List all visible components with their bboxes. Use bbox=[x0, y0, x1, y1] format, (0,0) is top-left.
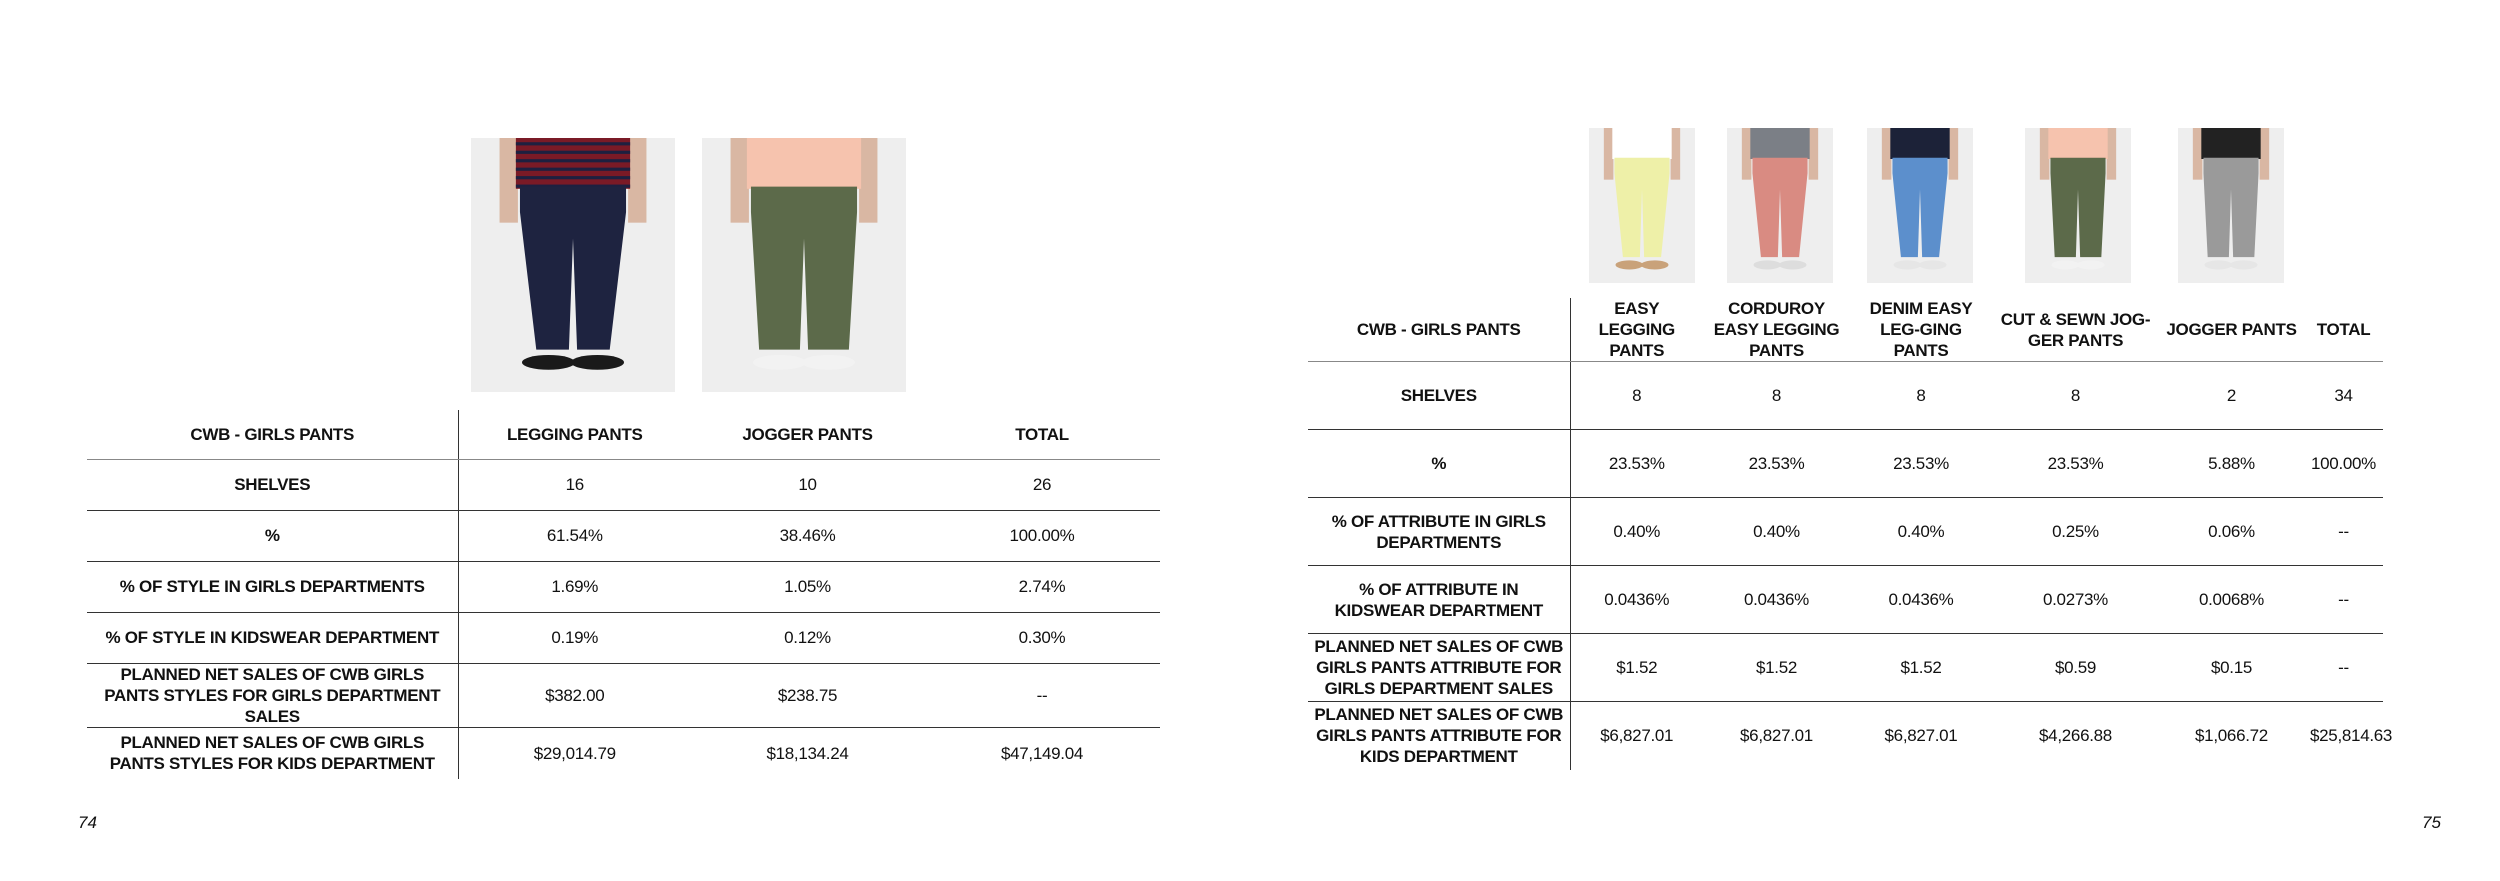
legging-pants-photo bbox=[471, 138, 675, 392]
table-cell: 16 bbox=[565, 475, 584, 494]
column-header: EASY LEGGING PANTS bbox=[1570, 298, 1703, 362]
table-cell: $18,134.24 bbox=[691, 727, 924, 779]
table-cell: 8 bbox=[1632, 386, 1642, 405]
row-label: % OF ATTRIBUTE IN GIRLS DEPARTMENTS bbox=[1308, 498, 1570, 566]
easy-legging-pants-photo bbox=[1589, 128, 1695, 283]
table-cell: $1.52 bbox=[1850, 634, 1992, 702]
table-cell: $1.52 bbox=[1703, 634, 1850, 702]
table-cell: 61.54% bbox=[458, 510, 691, 561]
table-cell: 0.25% bbox=[1992, 498, 2159, 566]
column-header: DENIM EASY LEG-GING PANTS bbox=[1850, 298, 1992, 362]
table-cell: $1,066.72 bbox=[2159, 702, 2304, 770]
left-sales-table bbox=[87, 410, 1160, 779]
column-header: CWB - GIRLS PANTS bbox=[1308, 298, 1570, 362]
table-cell: 0.0273% bbox=[1992, 566, 2159, 634]
row-label: % bbox=[87, 510, 458, 561]
table-row bbox=[1308, 362, 2383, 430]
table-cell: $4,266.88 bbox=[1992, 702, 2159, 770]
row-label: % OF ATTRIBUTE IN KIDSWEAR DEPARTMENT bbox=[1308, 566, 1570, 634]
right-sales-table bbox=[1308, 298, 2393, 770]
table-cell: $6,827.01 bbox=[1850, 702, 1992, 770]
row-label: SHELVES bbox=[1308, 362, 1570, 430]
table-cell: 2 bbox=[2226, 386, 2237, 405]
row-label: PLANNED NET SALES OF CWB GIRLS PANTS STYLES FOR GIRLS DEPARTMENT SALES bbox=[87, 663, 458, 727]
table-row bbox=[87, 510, 1160, 561]
table-cell: 0.0436% bbox=[1850, 566, 1992, 634]
table-row bbox=[87, 612, 1160, 663]
table-cell: 0.0436% bbox=[1703, 566, 1850, 634]
table-cell: $0.15 bbox=[2159, 634, 2304, 702]
jogger-pants-photo bbox=[2178, 128, 2284, 283]
row-label: % OF STYLE IN GIRLS DEPARTMENTS bbox=[87, 561, 458, 612]
cut-sewn-jogger-pants-photo bbox=[2025, 128, 2131, 283]
table-cell: 0.0068% bbox=[2159, 566, 2304, 634]
table-cell: $47,149.04 bbox=[924, 727, 1160, 779]
table-cell: 0.30% bbox=[924, 612, 1160, 663]
corduroy-easy-legging-pants-photo bbox=[1727, 128, 1833, 283]
table-row bbox=[1308, 702, 2383, 770]
table-cell: 100.00% bbox=[2304, 430, 2383, 498]
jogger-pants-photo bbox=[702, 138, 906, 392]
row-label: SHELVES bbox=[87, 459, 458, 510]
page-number: 74 bbox=[78, 813, 97, 832]
page-number: 75 bbox=[2422, 813, 2441, 832]
table-cell: 0.40% bbox=[1850, 498, 1992, 566]
row-label: % bbox=[1308, 430, 1570, 498]
table-cell: 5.88% bbox=[2159, 430, 2304, 498]
table-row bbox=[1308, 498, 2383, 566]
table-cell: 8 bbox=[2070, 386, 2081, 405]
table-row bbox=[1308, 430, 2383, 498]
column-header: TOTAL bbox=[2304, 298, 2383, 362]
column-header: LEGGING PANTS bbox=[458, 410, 691, 459]
table-cell: -- bbox=[924, 663, 1160, 727]
table-cell: 38.46% bbox=[691, 510, 924, 561]
right-page bbox=[1250, 0, 2500, 881]
table-cell: 26 bbox=[1032, 475, 1052, 494]
table-cell: -- bbox=[2304, 634, 2383, 702]
table-cell: $0.59 bbox=[1992, 634, 2159, 702]
table-cell: $1.52 bbox=[1570, 634, 1703, 702]
table-cell: 0.40% bbox=[1570, 498, 1703, 566]
table-row bbox=[87, 459, 1160, 510]
table-cell: 0.12% bbox=[691, 612, 924, 663]
table-cell: $382.00 bbox=[458, 663, 691, 727]
table-cell: 23.53% bbox=[1703, 430, 1850, 498]
row-label: PLANNED NET SALES OF CWB GIRLS PANTS STYLES FOR KIDS DEPARTMENT bbox=[87, 727, 458, 779]
row-label: % OF STYLE IN KIDSWEAR DEPARTMENT bbox=[87, 612, 458, 663]
table-cell: 1.69% bbox=[458, 561, 691, 612]
table-cell: $238.75 bbox=[691, 663, 924, 727]
table-row bbox=[87, 561, 1160, 612]
table-row bbox=[87, 663, 1160, 727]
table-cell: 100.00% bbox=[924, 510, 1160, 561]
column-header: JOGGER PANTS bbox=[2159, 298, 2304, 362]
table-cell: 0.06% bbox=[2159, 498, 2304, 566]
denim-easy-legging-pants-photo bbox=[1867, 128, 1973, 283]
table-cell: 2.74% bbox=[924, 561, 1160, 612]
table-cell: 23.53% bbox=[1850, 430, 1992, 498]
table-cell: -- bbox=[2304, 498, 2383, 566]
column-header: CUT & SEWN JOG-GER PANTS bbox=[1992, 298, 2159, 362]
column-header: CORDUROY EASY LEGGING PANTS bbox=[1703, 298, 1850, 362]
table-row bbox=[1308, 634, 2383, 702]
table-header-row bbox=[87, 410, 1160, 459]
table-cell: 0.40% bbox=[1703, 498, 1850, 566]
table-cell: 8 bbox=[1916, 386, 1926, 405]
table-cell: $25,814.63 bbox=[2304, 702, 2383, 770]
table-cell: 0.0436% bbox=[1570, 566, 1703, 634]
table-cell: 8 bbox=[1771, 386, 1782, 405]
table-cell: -- bbox=[2304, 566, 2383, 634]
table-cell: 10 bbox=[798, 475, 817, 494]
column-header: CWB - GIRLS PANTS bbox=[87, 410, 458, 459]
row-label: PLANNED NET SALES OF CWB GIRLS PANTS ATTRIBUTE FOR GIRLS DEPARTMENT SALES bbox=[1308, 634, 1570, 702]
table-cell: 23.53% bbox=[1570, 430, 1703, 498]
row-label: PLANNED NET SALES OF CWB GIRLS PANTS ATTRIBUTE FOR KIDS DEPARTMENT bbox=[1308, 702, 1570, 770]
table-cell: 34 bbox=[2334, 386, 2353, 405]
table-cell: $6,827.01 bbox=[1570, 702, 1703, 770]
table-header-row bbox=[1308, 298, 2383, 362]
table-row bbox=[87, 727, 1160, 779]
table-cell: 1.05% bbox=[691, 561, 924, 612]
column-header: TOTAL bbox=[924, 410, 1160, 459]
table-cell: 23.53% bbox=[1992, 430, 2159, 498]
table-cell: $29,014.79 bbox=[458, 727, 691, 779]
table-row bbox=[1308, 566, 2383, 634]
table-cell: $6,827.01 bbox=[1703, 702, 1850, 770]
column-header: JOGGER PANTS bbox=[691, 410, 924, 459]
table-cell: 0.19% bbox=[458, 612, 691, 663]
